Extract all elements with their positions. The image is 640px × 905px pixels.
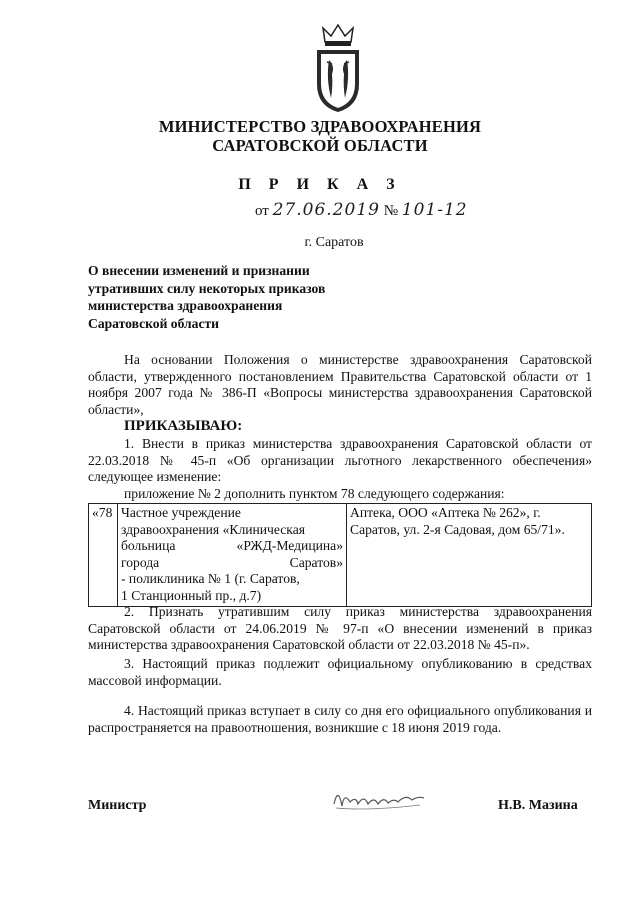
signatory-position: Министр (88, 798, 147, 813)
institution-line: - поликлиника № 1 (г. Саратов, (121, 571, 300, 587)
subject-line: министерства здравоохранения (88, 298, 283, 313)
number-prefix: № (383, 203, 399, 219)
subject-line: О внесении изменений и признании (88, 263, 310, 278)
order-item-2: 2. Признать утратившим силу приказ министерства здравоохранения Саратовской области от 24.06.2019 № 97-п «О внесении изменений в приказ министерства здравоохранения Саратовской области от 22.03.2018 № 45-п». (88, 604, 592, 653)
institution-line: Частное учреждение (121, 505, 241, 520)
date-value: 27.06.2019 (272, 200, 380, 220)
number-value: 101-12 (401, 200, 468, 220)
city: г. Саратов (304, 235, 364, 250)
orders-heading: ПРИКАЗЫВАЮ: (124, 418, 243, 434)
appendix-table (88, 503, 592, 607)
handwritten-signature (328, 778, 438, 814)
table-cell-pharmacy: Аптека, ООО «Аптека № 262», г. Саратов, ул. 2-я Садовая, дом 65/71». (347, 504, 592, 607)
subject-line: утративших силу некоторых приказов (88, 280, 326, 296)
subject-line: Саратовской области (88, 315, 220, 331)
basis-paragraph: На основании Положения о министерстве здравоохранения Саратовской области, утвержденного постановлением Правительства Саратовской области от 1 ноября 2007 года № 386-П «Вопросы министерства здравоохранения Саратовской области», (88, 352, 592, 417)
order-item-4: 4. Настоящий приказ вступает в силу со дня его официального опубликования и распространяется на правоотношения, возникшие с 18 июня 2019 года. (88, 703, 592, 735)
institution-line: 1 Станционный пр., д.7) (121, 587, 262, 603)
date-number-line (255, 200, 468, 220)
order-item-3: 3. Настоящий приказ подлежит официальному опубликованию в средствах массовой информации. (88, 656, 592, 688)
org-name-line2: САРАТОВСКОЙ ОБЛАСТИ (212, 136, 428, 155)
table-cell-institution (118, 504, 347, 607)
appendix-line: приложение № 2 дополнить пунктом 78 следующего содержания: (124, 486, 505, 501)
coat-of-arms-icon (313, 22, 363, 114)
signatory-name: Н.В. Мазина (498, 798, 578, 813)
table-cell-number: «78 (89, 504, 118, 607)
subject-block (88, 262, 388, 332)
institution-line: больница «РЖД-Медицина» (121, 538, 343, 554)
document-type: П Р И К А З (238, 176, 402, 193)
org-name-line1: МИНИСТЕРСТВО ЗДРАВООХРАНЕНИЯ (158, 117, 482, 136)
institution-line: здравоохранения «Клиническая (121, 521, 305, 537)
order-item-1: 1. Внести в приказ министерства здравоохранения Саратовской области от 22.03.2018 № 45-п «Об организации льготного лекарственного обеспечения» следующее изменение: (88, 436, 592, 485)
institution-line: города Саратов» (121, 554, 343, 570)
date-prefix: от (255, 203, 269, 219)
table-row (89, 504, 592, 607)
